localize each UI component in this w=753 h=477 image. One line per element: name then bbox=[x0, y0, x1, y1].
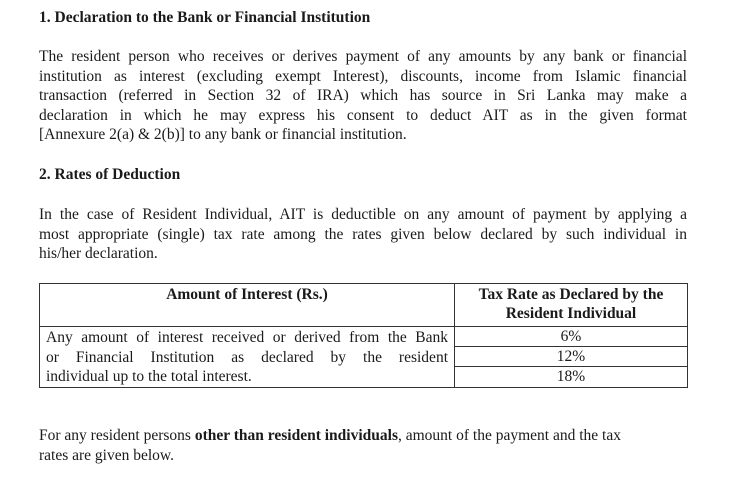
rate-cell-12: 12% bbox=[455, 347, 688, 367]
closing-prefix: For any resident persons bbox=[39, 427, 195, 444]
paragraph-line: [Annexure 2(a) & 2(b)] to any bank or financial institution. bbox=[39, 126, 407, 143]
paragraph-line: institution as interest (excluding exempt Interest), discounts, income from Islamic financial bbox=[39, 67, 687, 85]
header-tax-rate-line-1: Tax Rate as Declared by the bbox=[478, 286, 664, 303]
paragraph-line: his/her declaration. bbox=[39, 245, 158, 262]
closing-suffix: , amount of the payment and the tax bbox=[397, 427, 621, 444]
paragraph-line: The resident person who receives or derives payment of any amounts by any bank or financial bbox=[39, 48, 687, 65]
paragraph-line: In the case of Resident Individual, AIT is deductible on any amount of payment by applying a bbox=[39, 206, 687, 223]
description-line: individual up to the total interest. bbox=[46, 368, 252, 385]
header-tax-rate bbox=[455, 284, 688, 327]
tax-rate-table bbox=[39, 283, 688, 388]
section-1-heading: 1. Declaration to the Bank or Financial Institution bbox=[39, 9, 371, 26]
description-line: or Financial Institution as declared by the resident bbox=[46, 348, 448, 366]
rate-cell-18: 18% bbox=[455, 367, 688, 387]
header-amount-of-interest: Amount of Interest (Rs.) bbox=[40, 284, 455, 327]
paragraph-line: most appropriate (single) tax rate among the rates given below declared by such individual in bbox=[39, 225, 687, 243]
section-2-paragraph bbox=[39, 205, 687, 264]
description-line: Any amount of interest received or derived from the Bank bbox=[46, 329, 448, 346]
interest-description-cell bbox=[40, 327, 455, 388]
paragraph-line: declaration in which he may express his consent to deduct AIT as in the given format bbox=[39, 106, 687, 124]
table-header-row bbox=[40, 284, 688, 327]
header-tax-rate-line-2: Resident Individual bbox=[505, 305, 637, 322]
table-row bbox=[40, 327, 688, 347]
rate-cell-6: 6% bbox=[455, 327, 688, 347]
section-2-heading: 2. Rates of Deduction bbox=[39, 166, 181, 183]
closing-line-2: rates are given below. bbox=[39, 447, 174, 464]
closing-bold-phrase: other than resident individuals bbox=[194, 427, 398, 444]
paragraph-line: transaction (referred in Section 32 of IRA) which has source in Sri Lanka may make a bbox=[39, 87, 687, 104]
closing-paragraph bbox=[39, 426, 691, 466]
closing-line-1 bbox=[39, 426, 691, 446]
section-1-paragraph bbox=[39, 47, 687, 145]
